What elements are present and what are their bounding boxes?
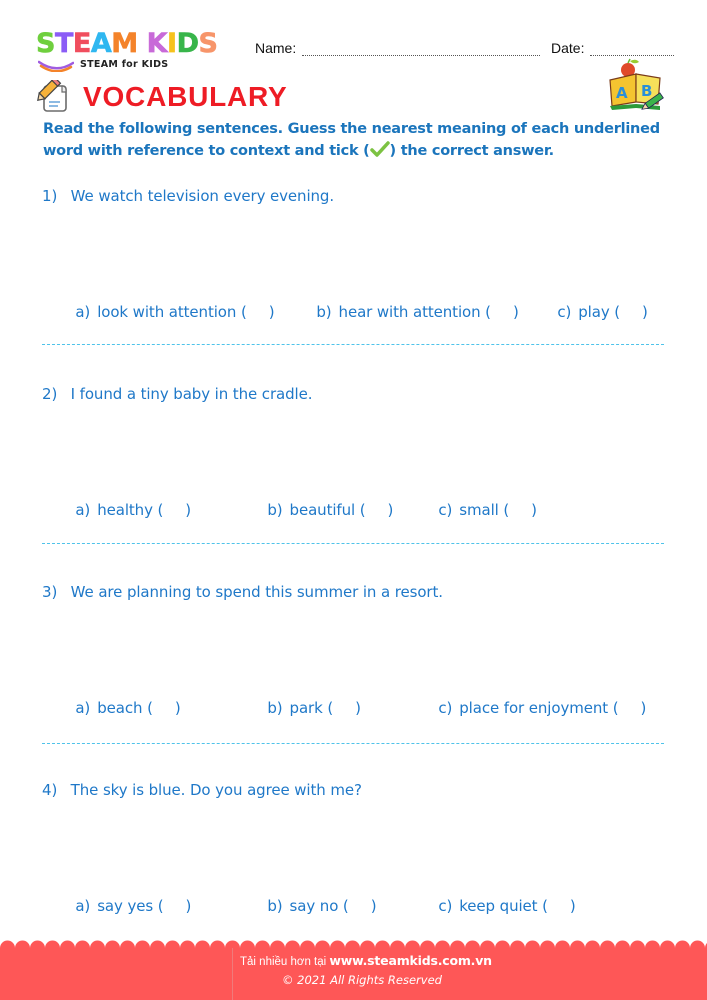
- option-4c[interactable]: [429, 879, 576, 915]
- instructions-text-part1: Read the following sentences. Guess the nearest meaning of each underlined word with reference to context and tick (: [43, 121, 660, 159]
- date-label: Date:: [551, 40, 585, 56]
- option-text: park (: [289, 699, 334, 717]
- question-number: 1): [42, 187, 58, 205]
- question-divider: [42, 743, 664, 744]
- logo-smile-icon: [38, 60, 74, 72]
- option-2c[interactable]: [429, 483, 537, 519]
- question-divider: [42, 344, 664, 345]
- option-letter: c): [438, 501, 453, 519]
- footer-copyright: © 2021 All Rights Reserved: [282, 973, 442, 987]
- instructions: [43, 118, 673, 162]
- logo-wordmark: [36, 30, 236, 58]
- option-text: keep quiet (: [459, 897, 548, 915]
- question-sentence: We watch television every evening.: [70, 187, 335, 205]
- option-close-paren: ): [370, 897, 377, 915]
- option-letter: c): [438, 699, 453, 717]
- option-4b[interactable]: [258, 879, 376, 915]
- question-number: 2): [42, 385, 58, 403]
- option-text: hear with attention (: [338, 303, 491, 321]
- logo-letter: K: [146, 28, 168, 59]
- option-text: say yes (: [97, 897, 164, 915]
- logo-letter: A: [90, 28, 112, 59]
- option-letter: c): [557, 303, 572, 321]
- option-text: place for enjoyment (: [459, 699, 619, 717]
- option-text: play (: [578, 303, 621, 321]
- option-text: beautiful (: [289, 501, 366, 519]
- question-sentence: I found a tiny baby in the cradle.: [70, 385, 313, 403]
- option-text: look with attention (: [97, 303, 247, 321]
- option-1b[interactable]: [307, 285, 519, 321]
- option-letter: c): [438, 897, 453, 915]
- option-letter: b): [267, 699, 283, 717]
- footer-divider: [232, 948, 233, 1000]
- steam-kids-logo: [36, 30, 236, 74]
- option-close-paren: ): [531, 501, 537, 519]
- question-2: [42, 385, 312, 403]
- instructions-text-part2: ) the correct answer.: [389, 143, 554, 159]
- name-label: Name:: [255, 40, 297, 56]
- question-sentence: The sky is blue. Do you agree with me?: [70, 781, 362, 799]
- option-text: say no (: [289, 897, 349, 915]
- logo-letter: E: [72, 28, 91, 59]
- logo-letter: M: [111, 28, 138, 59]
- logo-letter: S: [198, 28, 218, 59]
- date-blank-line[interactable]: [590, 44, 674, 56]
- option-close-paren: ): [185, 501, 192, 519]
- page-title: VOCABULARY: [83, 81, 288, 112]
- option-1c[interactable]: [548, 285, 648, 321]
- option-letter: a): [75, 897, 91, 915]
- svg-text:A: A: [616, 84, 628, 102]
- footer-download-text: [240, 953, 492, 968]
- option-close-paren: ): [185, 897, 192, 915]
- option-close-paren: ): [640, 699, 647, 717]
- option-close-paren: ): [512, 303, 519, 321]
- pencil-scroll-icon: [36, 80, 70, 114]
- question-3: [42, 583, 443, 601]
- logo-space: [138, 30, 147, 58]
- option-text: healthy (: [97, 501, 164, 519]
- apple-book-ab-icon: [606, 58, 668, 114]
- name-blank-line[interactable]: [302, 44, 540, 56]
- option-letter: a): [75, 699, 91, 717]
- option-close-paren: ): [387, 501, 394, 519]
- svg-text:B: B: [641, 82, 653, 100]
- option-letter: b): [267, 897, 283, 915]
- logo-letter: T: [54, 28, 73, 59]
- logo-letter: I: [167, 28, 177, 59]
- footer-website-link[interactable]: www.steamkids.com.vn: [329, 953, 492, 968]
- option-2b[interactable]: [258, 483, 393, 519]
- option-letter: b): [316, 303, 332, 321]
- checkmark-icon: [370, 141, 390, 158]
- question-sentence: We are planning to spend this summer in a resort.: [70, 583, 443, 601]
- option-letter: b): [267, 501, 283, 519]
- option-close-paren: ): [355, 699, 361, 717]
- question-number: 4): [42, 781, 58, 799]
- option-3c[interactable]: [429, 681, 646, 717]
- option-text: small (: [459, 501, 510, 519]
- question-1: [42, 187, 334, 205]
- option-3b[interactable]: [258, 681, 361, 717]
- option-close-paren: ): [174, 699, 181, 717]
- option-close-paren: ): [642, 303, 648, 321]
- footer-prefix: Tải nhiều hơn tại: [240, 956, 330, 968]
- logo-letter: S: [36, 28, 55, 59]
- question-4: [42, 781, 362, 799]
- option-3a[interactable]: [66, 681, 181, 717]
- option-close-paren: ): [569, 897, 576, 915]
- name-field[interactable]: [255, 40, 540, 56]
- option-letter: a): [75, 303, 91, 321]
- logo-letter: D: [176, 28, 199, 59]
- option-text: beach (: [97, 699, 153, 717]
- option-2a[interactable]: [66, 483, 191, 519]
- logo-tagline: STEAM for KIDS: [80, 59, 169, 70]
- question-divider: [42, 543, 664, 544]
- option-letter: a): [75, 501, 91, 519]
- option-close-paren: ): [268, 303, 275, 321]
- option-1a[interactable]: [66, 285, 274, 321]
- date-field[interactable]: [551, 40, 674, 56]
- option-4a[interactable]: [66, 879, 191, 915]
- question-number: 3): [42, 583, 58, 601]
